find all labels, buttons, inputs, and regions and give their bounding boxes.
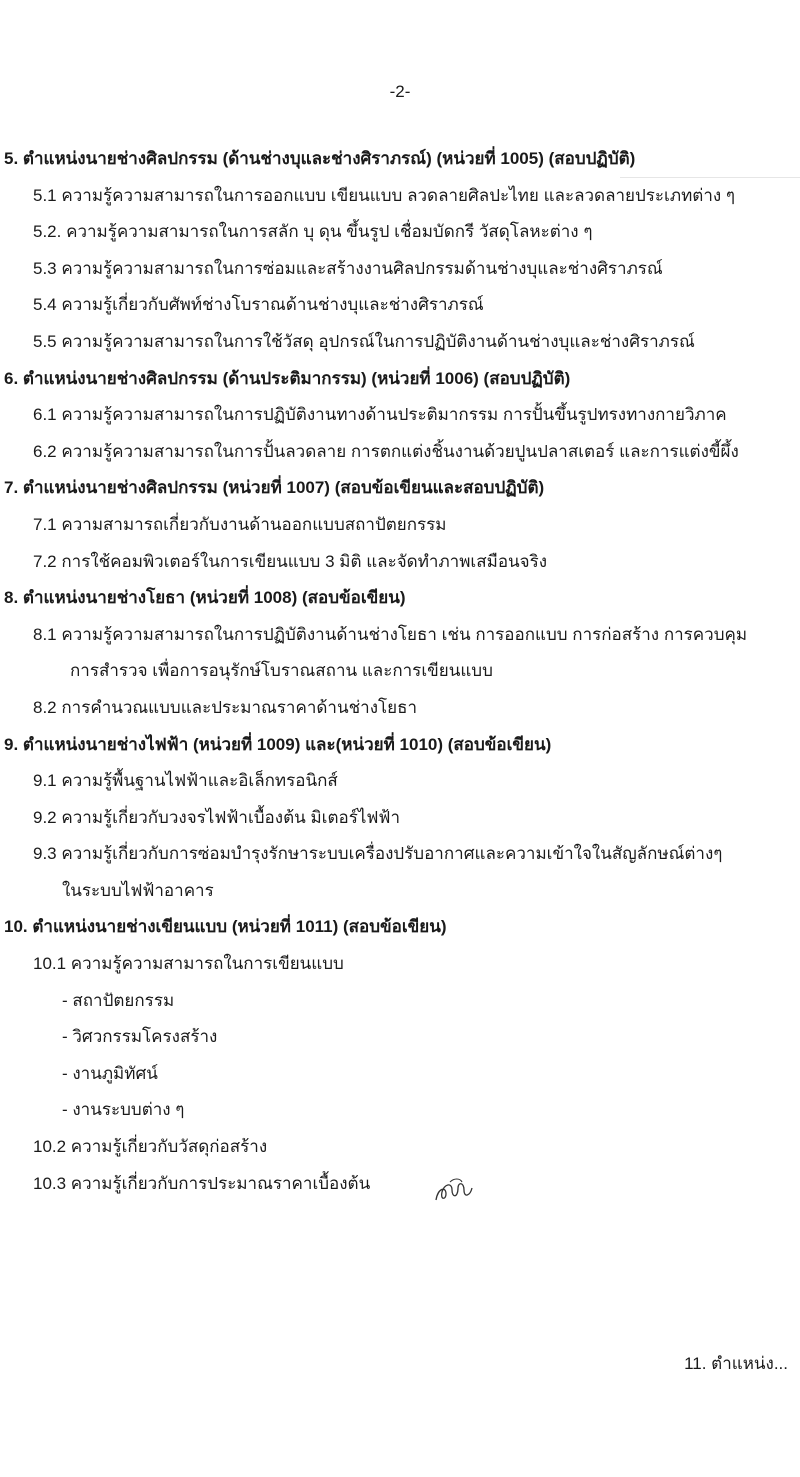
section-heading: 10. ตำแหน่งนายช่างเขียนแบบ (หน่วยที่ 1011) (สอบข้อเขียน) <box>4 917 447 937</box>
sub-item: - สถาปัตยกรรม <box>62 990 175 1010</box>
list-item: 9.3 ความรู้เกี่ยวกับการซ่อมบำรุงรักษาระบบเครื่องปรับอากาศและความเข้าใจในสัญลักษณ์ต่างๆ <box>33 844 723 864</box>
list-item: 5.3 ความรู้ความสามารถในการซ่อมและสร้างงานศิลปกรรมด้านช่างบุและช่างศิราภรณ์ <box>33 258 663 278</box>
list-item: 10.3 ความรู้เกี่ยวกับการประมาณราคาเบื้องต้น <box>33 1173 371 1193</box>
list-item: 9.1 ความรู้พื้นฐานไฟฟ้าและอิเล็กทรอนิกส์ <box>33 771 338 791</box>
list-item: 8.2 การคำนวณแบบและประมาณราคาด้านช่างโยธา <box>33 697 418 717</box>
list-item: 5.2. ความรู้ความสามารถในการสลัก บุ ดุน ขึ้นรูป เชื่อมบัดกรี วัสดุโลหะต่าง ๆ <box>33 222 593 242</box>
list-item-continuation: การสำรวจ เพื่อการอนุรักษ์โบราณสถาน และการเขียนแบบ <box>70 661 493 681</box>
continuation-footer: 11. ตำแหน่ง... <box>684 1354 788 1373</box>
list-item: 7.1 ความสามารถเกี่ยวกับงานด้านออกแบบสถาปัตยกรรม <box>33 514 447 534</box>
list-item: 5.4 ความรู้เกี่ยวกับศัพท์ช่างโบราณด้านช่างบุและช่างศิราภรณ์ <box>33 295 484 315</box>
list-item: 5.1 ความรู้ความสามารถในการออกแบบ เขียนแบบ ลวดลายศิลปะไทย และลวดลายประเภทต่าง ๆ <box>33 185 736 205</box>
list-item: 6.1 ความรู้ความสามารถในการปฏิบัติงานทางด้านประติมากรรม การปั้นขึ้นรูปทรงทางกายวิภาค <box>33 405 727 425</box>
section-heading: 7. ตำแหน่งนายช่างศิลปกรรม (หน่วยที่ 1007) (สอบข้อเขียนและสอบปฏิบัติ) <box>4 478 545 498</box>
sub-item: - งานภูมิทัศน์ <box>62 1063 158 1083</box>
list-item: 10.1 ความรู้ความสามารถในการเขียนแบบ <box>33 954 344 974</box>
list-item: 5.5 ความรู้ความสามารถในการใช้วัสดุ อุปกรณ์ในการปฏิบัติงานด้านช่างบุและช่างศิราภรณ์ <box>33 331 695 351</box>
sub-item: - งานระบบต่าง ๆ <box>62 1100 185 1120</box>
document-body <box>0 141 800 1202</box>
section-heading: 6. ตำแหน่งนายช่างศิลปกรรม (ด้านประติมากรรม) (หน่วยที่ 1006) (สอบปฏิบัติ) <box>4 368 571 388</box>
section-heading: 5. ตำแหน่งนายช่างศิลปกรรม (ด้านช่างบุและช่างศิราภรณ์) (หน่วยที่ 1005) (สอบปฏิบัติ) <box>4 149 636 168</box>
sub-item: - วิศวกรรมโครงสร้าง <box>62 1027 218 1047</box>
section-heading: 9. ตำแหน่งนายช่างไฟฟ้า (หน่วยที่ 1009) และ(หน่วยที่ 1010) (สอบข้อเขียน) <box>4 734 552 754</box>
signature-initials <box>432 1170 476 1210</box>
list-item: 8.1 ความรู้ความสามารถในการปฏิบัติงานด้านช่างโยธา เช่น การออกแบบ การก่อสร้าง การควบคุม <box>33 624 748 644</box>
list-item: 6.2 ความรู้ความสามารถในการปั้นลวดลาย การตกแต่งชิ้นงานด้วยปูนปลาสเตอร์ และการแต่งขี้ผึ้ง <box>33 441 739 461</box>
list-item: 9.2 ความรู้เกี่ยวกับวงจรไฟฟ้าเบื้องต้น มิเตอร์ไฟฟ้า <box>33 807 401 827</box>
list-item-continuation: ในระบบไฟฟ้าอาคาร <box>62 880 214 900</box>
page-number: -2- <box>389 82 411 101</box>
list-item: 7.2 การใช้คอมพิวเตอร์ในการเขียนแบบ 3 มิติ และจัดทำภาพเสมือนจริง <box>33 551 548 571</box>
section-heading: 8. ตำแหน่งนายช่างโยธา (หน่วยที่ 1008) (สอบข้อเขียน) <box>4 588 406 608</box>
list-item: 10.2 ความรู้เกี่ยวกับวัสดุก่อสร้าง <box>33 1137 268 1157</box>
